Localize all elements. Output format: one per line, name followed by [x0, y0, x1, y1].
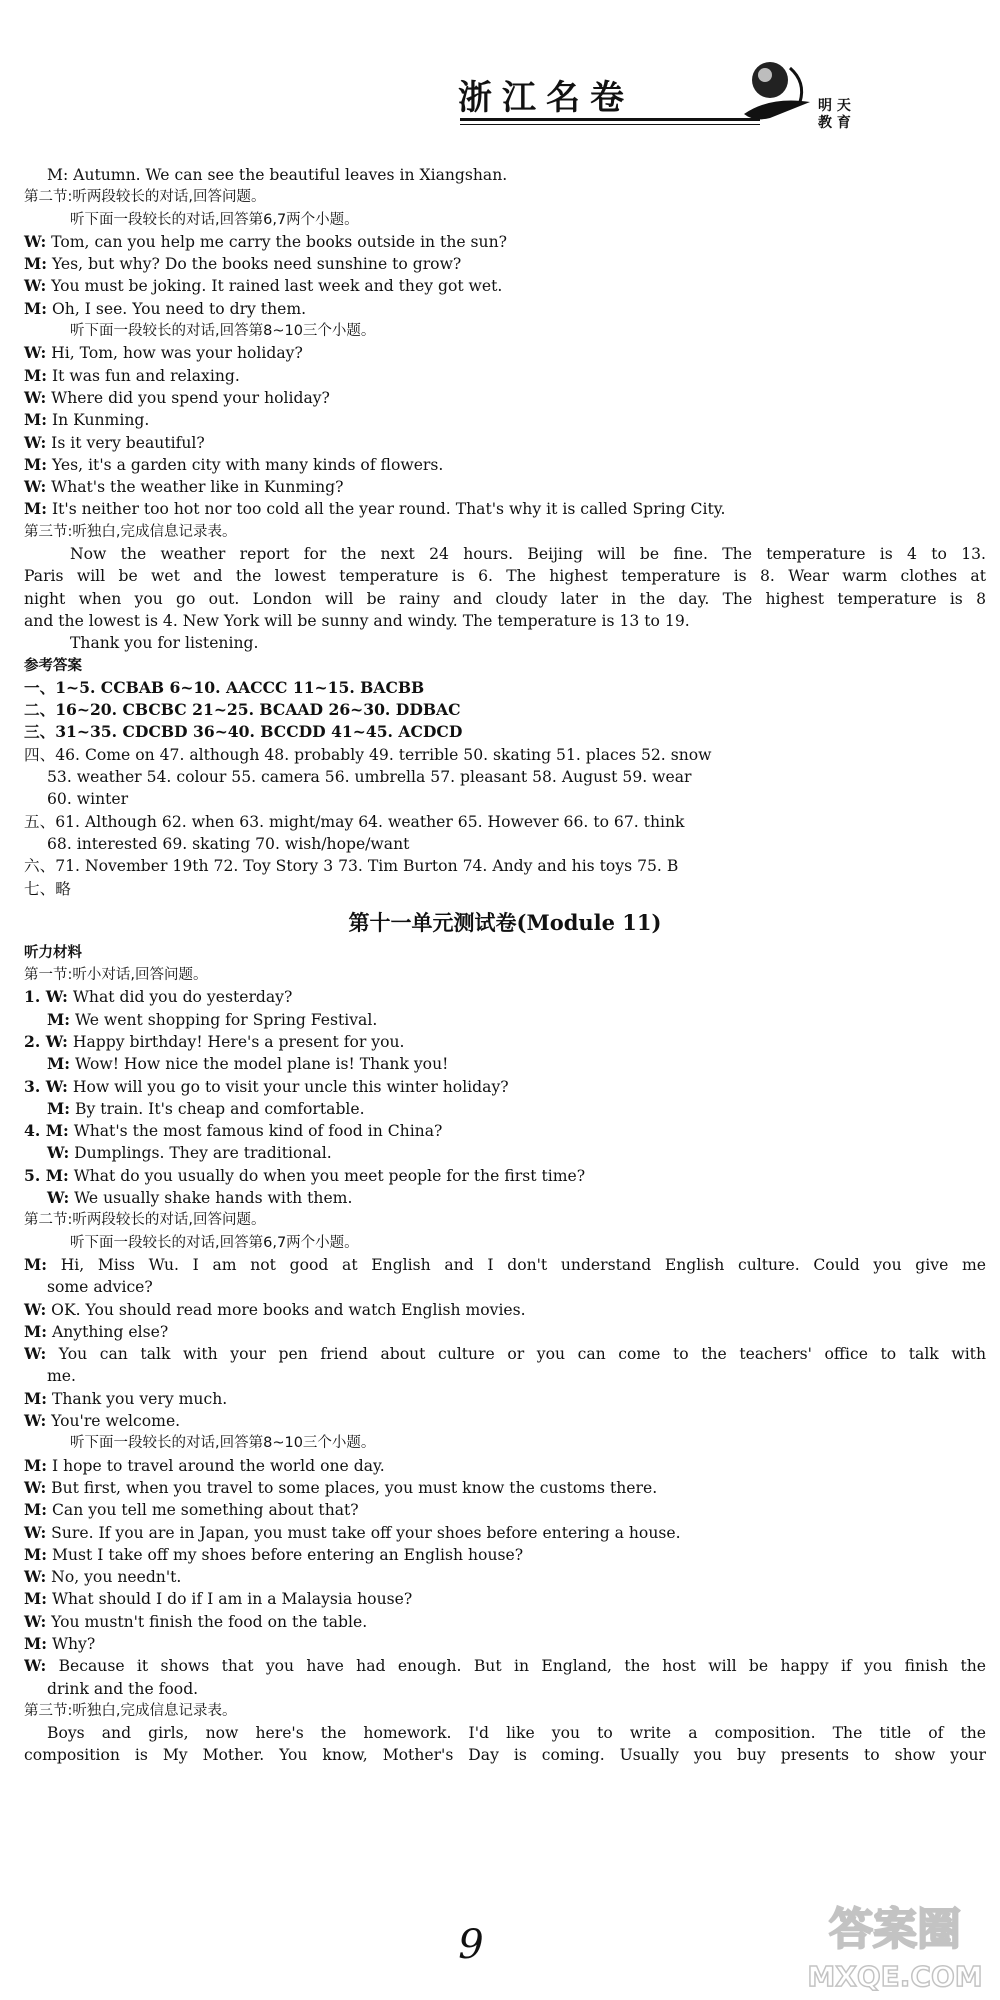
line-text: Boys and girls, now here's the homework. I'd like you to write a composition. The title of the — [47, 1724, 986, 1743]
page-number — [456, 1914, 486, 1974]
line-text: composition is My Mother. You know, Mother's Day is coming. Usually you buy presents to show your — [24, 1746, 986, 1765]
text-line — [24, 1432, 986, 1454]
speaker-label: M: — [24, 1321, 48, 1341]
text-line — [24, 1031, 986, 1053]
header-rule — [460, 124, 760, 125]
line-text: Dumplings. They are traditional. — [69, 1144, 332, 1163]
text-line — [24, 498, 986, 520]
line-text: 五、61. Although 62. when 63. might/may 64. weather 65. However 66. to 67. think — [24, 812, 685, 831]
text-line — [24, 275, 986, 297]
brand-subtitle-line: 教 育 — [818, 115, 851, 131]
line-text: drink and the food. — [47, 1679, 199, 1698]
line-text: By train. It's cheap and comfortable. — [70, 1099, 365, 1118]
line-text: 听下面一段较长的对话,回答第6,7两个小题。 — [70, 1234, 359, 1251]
text-line — [24, 1499, 986, 1521]
line-text: Sure. If you are in Japan, you must take off your shoes before entering a house. — [46, 1523, 681, 1542]
text-line — [24, 986, 986, 1008]
text-line — [24, 1700, 986, 1722]
speaker-label: W: — [24, 276, 47, 296]
line-text: 一、1~5. CCBAB 6~10. AACCC 11~15. BACBB — [24, 677, 425, 697]
line-text: We usually shake hands with them. — [69, 1189, 353, 1208]
line-text: Tom, can you help me carry the books outside in the sun? — [46, 232, 508, 251]
speaker-label: W: — [24, 477, 47, 497]
text-line — [24, 1455, 986, 1477]
text-line — [24, 387, 986, 409]
speaker-label: 3. W: — [24, 1076, 68, 1096]
speaker-label: 5. M: — [24, 1165, 69, 1185]
brand-title: 浙江名卷 — [458, 78, 634, 118]
line-text: We went shopping for Spring Festival. — [70, 1010, 378, 1029]
line-text: 听下面一段较长的对话,回答第8~10三个小题。 — [70, 1435, 376, 1452]
text-line — [24, 878, 986, 900]
speaker-label: M: — [24, 454, 48, 474]
line-text: You're welcome. — [46, 1412, 181, 1431]
text-line — [24, 588, 986, 610]
line-text: Oh, I see. You need to dry them. — [47, 299, 307, 318]
line-text: Happy birthday! Here's a present for you. — [67, 1032, 405, 1051]
text-line — [24, 1209, 986, 1231]
text-line — [24, 699, 986, 721]
line-text: 第二节:听两段较长的对话,回答问题。 — [24, 189, 266, 206]
speaker-label: W: — [24, 343, 47, 363]
line-text: Thank you for listening. — [70, 634, 259, 653]
line-text: OK. You should read more books and watch English movies. — [46, 1300, 526, 1319]
text-line — [24, 1365, 986, 1387]
text-line — [24, 1522, 986, 1544]
speaker-label: M: — [24, 410, 48, 430]
page-header — [0, 0, 1000, 130]
line-text: 听下面一段较长的对话,回答第8~10三个小题。 — [70, 323, 376, 340]
text-line — [24, 231, 986, 253]
line-text: But first, when you travel to some places, you must know the customs there. — [46, 1478, 658, 1497]
text-line — [24, 1611, 986, 1633]
line-text: Yes, it's a garden city with many kinds of flowers. — [47, 455, 444, 474]
text-line — [24, 610, 986, 632]
text-line — [24, 1544, 986, 1566]
speaker-label: M: — [24, 1455, 48, 1475]
text-line — [24, 1477, 986, 1499]
speaker-label: W: — [24, 1567, 47, 1587]
line-text: Where did you spend your holiday? — [46, 388, 330, 407]
line-text: 四、46. Come on 47. although 48. probably 49. terrible 50. skating 51. places 52. snow — [24, 745, 712, 764]
text-line — [24, 1098, 986, 1120]
text-line — [24, 432, 986, 454]
speaker-label: W: — [24, 1299, 47, 1319]
speaker-label: W: — [47, 1143, 70, 1163]
text-line — [24, 1343, 986, 1365]
speaker-label: W: — [24, 387, 47, 407]
text-line — [24, 677, 986, 699]
watermark-logo — [800, 1888, 990, 1994]
line-text: No, you needn't. — [46, 1568, 182, 1587]
speaker-label: W: — [24, 1477, 47, 1497]
speaker-label: M: — [24, 1500, 48, 1520]
text-line — [24, 1744, 986, 1766]
speaker-label: W: — [24, 1611, 47, 1631]
speaker-label: M: — [47, 1098, 71, 1118]
line-text: Anything else? — [47, 1322, 169, 1341]
text-line — [24, 476, 986, 498]
text-line — [24, 1633, 986, 1655]
text-line — [24, 543, 986, 565]
line-text: 六、71. November 19th 72. Toy Story 3 73. Tim Burton 74. Andy and his toys 75. B — [24, 857, 679, 876]
text-line — [24, 655, 986, 677]
speaker-label: W: — [24, 231, 47, 251]
line-text: Hi, Miss Wu. I am not good at English and I don't understand English culture. Could you give me — [47, 1255, 986, 1274]
text-line — [24, 942, 986, 964]
line-text: 参考答案 — [24, 657, 82, 674]
line-text: What should I do if I am in a Malaysia house? — [47, 1590, 413, 1609]
line-text: Because it shows that you have had enough. But in England, the host will be happy if you finish the — [46, 1657, 986, 1676]
text-line — [24, 721, 986, 743]
header-rule — [460, 118, 760, 121]
text-line — [24, 1276, 986, 1298]
line-text: Paris will be wet and the lowest temperature is 6. The highest temperature is 8. Wear warm clothes at — [24, 567, 986, 586]
speaker-label: W: — [24, 1411, 47, 1431]
text-line — [24, 1566, 986, 1588]
line-text: night when you go out. London will be rainy and cloudy later in the day. The highest temperature is 8 — [24, 589, 986, 608]
line-text: 53. weather 54. colour 55. camera 56. umbrella 57. pleasant 58. August 59. wear — [47, 768, 692, 787]
line-text: What did you do yesterday? — [67, 988, 293, 1007]
text-line — [24, 1678, 986, 1700]
speaker-label: W: — [24, 1522, 47, 1542]
line-text: 第三节:听独白,完成信息记录表。 — [24, 1702, 237, 1719]
speaker-label: W: — [24, 1656, 47, 1676]
text-line — [24, 1655, 986, 1677]
document-body — [24, 164, 986, 1767]
text-line — [24, 1165, 986, 1187]
speaker-label: M: — [47, 1054, 71, 1074]
text-line — [24, 788, 986, 810]
line-text: I hope to travel around the world one day. — [47, 1456, 385, 1475]
text-line — [24, 744, 986, 766]
line-text: Can you tell me something about that? — [47, 1501, 359, 1520]
line-text: Must I take off my shoes before entering an English house? — [47, 1545, 524, 1564]
line-text: 七、略 — [24, 879, 71, 898]
line-text: It was fun and relaxing. — [47, 366, 240, 385]
line-text: How will you go to visit your uncle this winter holiday? — [67, 1077, 509, 1096]
speaker-label: 4. M: — [24, 1121, 69, 1141]
line-text: 第二节:听两段较长的对话,回答问题。 — [24, 1212, 266, 1229]
watermark-logo-text: 答案圈 — [829, 1904, 961, 1955]
line-text: You must be joking. It rained last week and they got wet. — [46, 277, 503, 296]
text-line — [24, 565, 986, 587]
speaker-label: M: — [24, 1634, 48, 1653]
line-text: 68. interested 69. skating 70. wish/hope/want — [47, 834, 410, 853]
line-text: me. — [47, 1367, 76, 1386]
text-line — [24, 521, 986, 543]
speaker-label: M: — [24, 365, 48, 385]
line-text: What's the most famous kind of food in China? — [68, 1122, 443, 1141]
text-line — [24, 209, 986, 231]
line-text: Hi, Tom, how was your holiday? — [46, 344, 303, 363]
text-line — [24, 766, 986, 788]
line-text: 听下面一段较长的对话,回答第6,7两个小题。 — [70, 211, 359, 228]
speaker-label: W: — [24, 1344, 47, 1364]
text-line — [24, 855, 986, 877]
line-text: 听力材料 — [24, 944, 82, 961]
line-text: Thank you very much. — [47, 1389, 228, 1408]
speaker-label: M: — [24, 1544, 48, 1564]
speaker-label: 1. W: — [24, 987, 68, 1007]
text-line — [24, 1142, 986, 1164]
text-line — [24, 964, 986, 986]
line-text: You can talk with your pen friend about culture or you can come to the teachers' office to talk with — [46, 1345, 986, 1364]
line-text: 三、31~35. CDCBD 36~40. BCCDD 41~45. ACDCD — [24, 722, 463, 742]
text-line — [24, 253, 986, 275]
text-line — [24, 1410, 986, 1432]
text-line — [24, 186, 986, 208]
line-text: Yes, but why? Do the books need sunshine to grow? — [47, 255, 462, 274]
line-text: What's the weather like in Kunming? — [46, 478, 344, 497]
speaker-label: M: — [24, 1388, 48, 1408]
text-line — [24, 1232, 986, 1254]
text-line — [24, 1388, 986, 1410]
text-line — [24, 1722, 986, 1744]
speaker-label: W: — [24, 432, 47, 452]
text-line — [24, 1254, 986, 1276]
text-line — [24, 1076, 986, 1098]
speaker-label: M: — [24, 1589, 48, 1609]
text-line — [24, 1120, 986, 1142]
text-line — [24, 409, 986, 431]
line-text: What do you usually do when you meet people for the first time? — [68, 1166, 586, 1185]
text-line — [24, 811, 986, 833]
line-text: 二、16~20. CBCBC 21~25. BCAAD 26~30. DDBAC — [24, 700, 461, 720]
speaker-label: M: — [24, 254, 48, 274]
line-text: 第一节:听小对话,回答问题。 — [24, 967, 208, 984]
text-line — [24, 1299, 986, 1321]
speaker-label: W: — [47, 1188, 70, 1208]
page-number-text: 9 — [458, 1922, 484, 1968]
line-text: 60. winter — [47, 790, 129, 809]
line-text: In Kunming. — [47, 411, 150, 430]
text-line — [24, 632, 986, 654]
text-line — [24, 1321, 986, 1343]
text-line — [24, 454, 986, 476]
line-text: Now the weather report for the next 24 hours. Beijing will be fine. The temperature is 4 to 13. — [70, 545, 986, 564]
text-line — [24, 1053, 986, 1075]
speaker-label: 2. W: — [24, 1031, 68, 1051]
text-line — [24, 320, 986, 342]
section-heading — [24, 908, 986, 938]
brand-subtitle — [818, 98, 851, 132]
speaker-label: M: — [24, 298, 48, 318]
line-text: 第三节:听独白,完成信息记录表。 — [24, 523, 237, 540]
text-line — [24, 1009, 986, 1031]
line-text: M: Autumn. We can see the beautiful leaves in Xiangshan. — [47, 166, 508, 184]
text-line — [24, 342, 986, 364]
text-line — [24, 164, 986, 186]
text-line — [24, 365, 986, 387]
line-text: Is it very beautiful? — [46, 433, 205, 452]
text-line — [24, 1187, 986, 1209]
line-text: some advice? — [47, 1278, 153, 1297]
line-text: Wow! How nice the model plane is! Thank you! — [70, 1055, 449, 1074]
text-line — [24, 833, 986, 855]
speaker-label: M: — [47, 1009, 71, 1029]
text-line — [24, 1588, 986, 1610]
line-text: You mustn't finish the food on the table. — [46, 1612, 368, 1631]
brand-subtitle-line: 明 天 — [818, 98, 851, 114]
speaker-label: M: — [24, 1254, 48, 1274]
line-text: 第十一单元测试卷(Module 11) — [348, 909, 662, 935]
line-text: and the lowest is 4. New York will be sunny and windy. The temperature is 13 to 19. — [24, 611, 690, 630]
text-line — [24, 298, 986, 320]
speaker-label: M: — [24, 499, 48, 519]
line-text: Why? — [47, 1635, 96, 1653]
line-text: It's neither too hot nor too cold all the year round. That's why it is called Spring City. — [47, 500, 726, 519]
watermark-url: MXQE.COM — [807, 1960, 983, 1993]
